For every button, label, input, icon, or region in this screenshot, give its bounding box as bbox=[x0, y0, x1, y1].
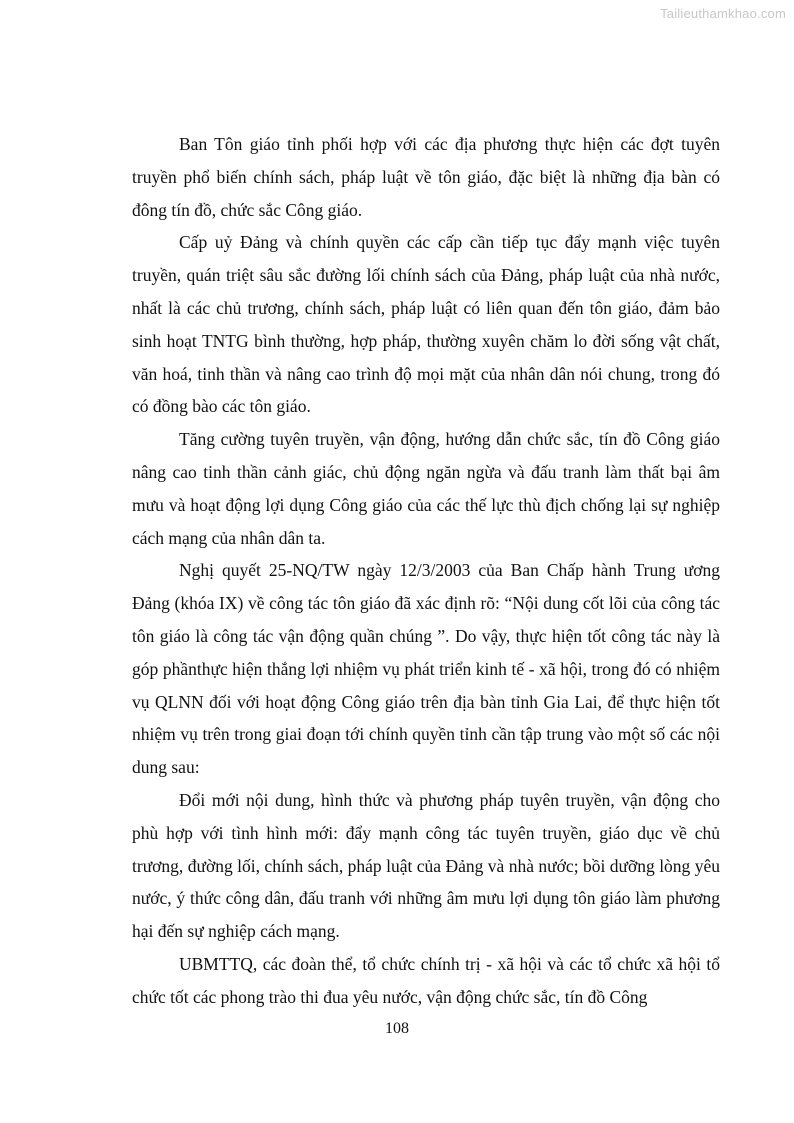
page-number: 108 bbox=[385, 1020, 409, 1037]
watermark-text: Tailieuthamkhao.com bbox=[660, 6, 786, 21]
paragraph-6: UBMTTQ, các đoàn thể, tổ chức chính trị - xã hội và các tổ chức xã hội tổ chức tốt các phong trào thi đua yêu nước, vận động chức sắc, tín đồ Công bbox=[132, 953, 720, 1007]
document-body bbox=[132, 128, 720, 1014]
paragraph-1: Ban Tôn giáo tỉnh phối hợp với các địa phương thực hiện các đợt tuyên truyền phổ biến chính sách, pháp luật về tôn giáo, đặc biệt là những địa bàn có đông tín đồ, chức sắc Công giáo. bbox=[132, 134, 720, 220]
paragraph-3: Tăng cường tuyên truyền, vận động, hướng dẫn chức sắc, tín đồ Công giáo nâng cao tinh thần cảnh giác, chủ động ngăn ngừa và đấu tranh làm thất bại âm mưu và hoạt động lợi dụng Công giáo của các thế lực thù địch chống lại sự nghiệp cách mạng của nhân dân ta. bbox=[132, 429, 720, 548]
paragraph-5: Đổi mới nội dung, hình thức và phương pháp tuyên truyền, vận động cho phù hợp với tình hình mới: đẩy mạnh công tác tuyên truyền, giáo dục về chủ trương, đường lối, chính sách, pháp luật của Đảng và nhà nước; bồi dưỡng lòng yêu nước, ý thức công dân, đấu tranh với những âm mưu lợi dụng tôn giáo làm phương hại đến sự nghiệp cách mạng. bbox=[132, 789, 720, 942]
paragraph-2: Cấp uỷ Đảng và chính quyền các cấp cần tiếp tục đẩy mạnh việc tuyên truyền, quán triệt sâu sắc đường lối chính sách của Đảng, pháp luật của nhà nước, nhất là các chủ trương, chính sách, pháp luật có liên quan đến tôn giáo, đảm bảo sinh hoạt TNTG bình thường, hợp pháp, thường xuyên chăm lo đời sống vật chất, văn hoá, tinh thần và nâng cao trình độ mọi mặt của nhân dân nói chung, trong đó có đồng bào các tôn giáo. bbox=[132, 232, 720, 417]
paragraph-4: Nghị quyết 25-NQ/TW ngày 12/3/2003 của Ban Chấp hành Trung ương Đảng (khóa IX) về công tác tôn giáo đã xác định rõ: “Nội dung cốt lõi của công tác tôn giáo là công tác vận động quần chúng ”. Do vậy, thực hiện tốt công tác này là góp phầnthực hiện thắng lợi nhiệm vụ phát triển kinh tế - xã hội, trong đó có nhiệm vụ QLNN đối với hoạt động Công giáo trên địa bàn tỉnh Gia Lai, để thực hiện tốt nhiệm vụ trên trong giai đoạn tới chính quyền tỉnh cần tập trung vào một số các nội dung sau: bbox=[132, 560, 720, 778]
